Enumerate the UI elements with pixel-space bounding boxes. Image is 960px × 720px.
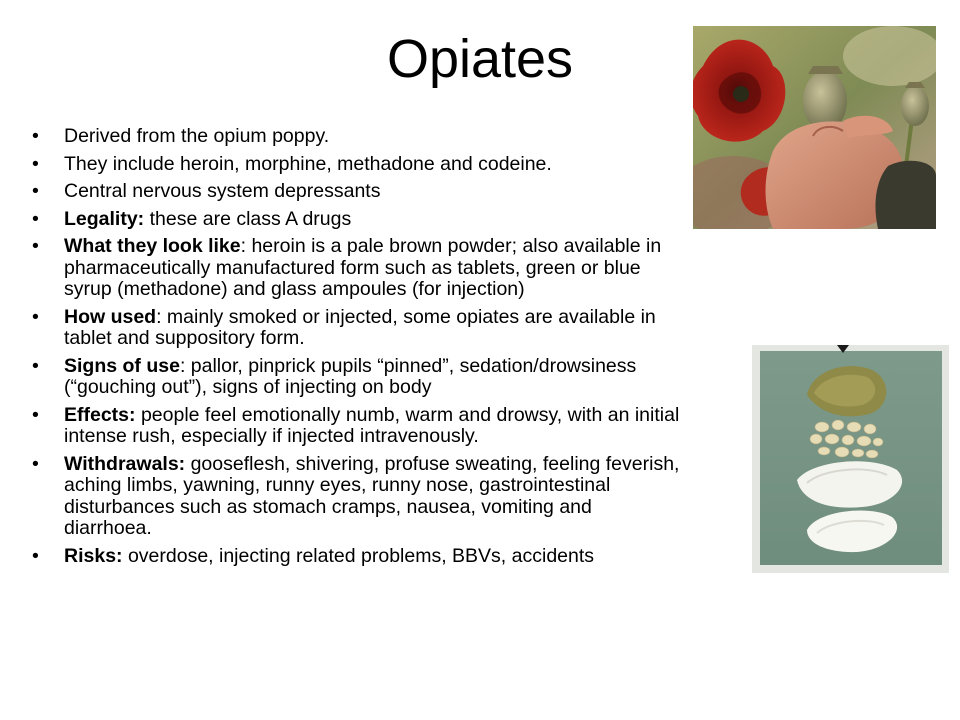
bullet-bold: How used	[64, 305, 157, 328]
slide-title: Opiates	[386, 29, 574, 89]
bullet-bold: What they look like	[64, 235, 241, 257]
bullet-text: Derived from the opium poppy.	[64, 125, 330, 147]
bullet-icon: •	[32, 207, 39, 230]
bullet-icon: •	[32, 125, 39, 147]
bullet-text: overdose, injecting related problems, BBVs, accidents	[122, 544, 595, 567]
bullet-item	[30, 307, 680, 350]
bullet-icon: •	[32, 452, 39, 475]
bullet-icon: •	[32, 180, 39, 202]
bullet-item	[30, 181, 680, 203]
bullet-icon: •	[32, 354, 39, 377]
heroin-samples-photo	[752, 345, 949, 573]
poppy-photo	[693, 26, 936, 229]
bullet-icon: •	[32, 152, 39, 175]
heroin-samples-illustration	[752, 345, 949, 573]
bullet-text: : mainly smoked or injected, some opiates are available in tablet and suppository form.	[64, 305, 656, 349]
bullet-text: gooseflesh, shivering, profuse sweating, feeling feverish, aching limbs, yawning, runny eyes, runny nose, gastrointestinal disturbances such as stomach cramps, nausea, vomiting and diarrhoea.	[64, 452, 680, 539]
bullet-item	[30, 454, 680, 540]
bullet-bold: Risks:	[64, 544, 123, 567]
bullet-item	[30, 209, 680, 231]
bullet-text: people feel emotionally numb, warm and drowsy, with an initial intense rush, especially if injected intravenously.	[64, 403, 680, 447]
bullet-list	[30, 126, 680, 573]
bullet-icon: •	[32, 305, 39, 328]
bullet-text: these are class A drugs	[144, 207, 352, 230]
bullet-bold: Legality:	[64, 207, 145, 230]
bullet-item	[30, 154, 680, 176]
bullet-text: : pallor, pinprick pupils “pinned”, sedation/drowsiness (“gouching out”), signs of injecting on body	[64, 354, 637, 398]
bullet-item	[30, 356, 680, 399]
bullet-icon: •	[32, 235, 39, 257]
poppy-photo-illustration	[693, 26, 936, 229]
bullet-item	[30, 236, 680, 301]
bullet-item	[30, 126, 680, 148]
bullet-item	[30, 546, 680, 568]
bullet-bold: Withdrawals:	[64, 452, 186, 475]
bullet-bold: Effects:	[64, 403, 136, 426]
bullet-text: They include heroin, morphine, methadone and codeine.	[64, 152, 552, 175]
bullet-text: Central nervous system depressants	[64, 180, 381, 202]
bullet-item	[30, 405, 680, 448]
bullet-bold: Signs of use	[64, 354, 180, 377]
bullet-icon: •	[32, 403, 39, 426]
bullet-icon: •	[32, 544, 39, 567]
bullet-text: : heroin is a pale brown powder; also available in pharmaceutically manufactured form such as tablets, green or blue syrup (methadone) and glass ampoules (for injection)	[64, 235, 662, 300]
